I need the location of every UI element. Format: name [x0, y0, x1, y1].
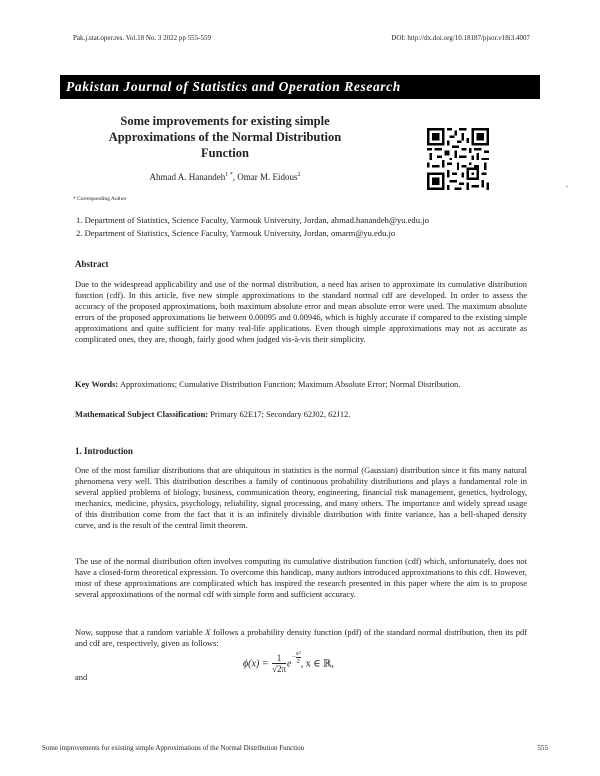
journal-banner: [60, 75, 540, 99]
author-1: Ahmad A. Hanandeh: [149, 172, 226, 182]
introduction-heading: 1. Introduction: [75, 446, 133, 456]
page-mark: .: [566, 180, 568, 189]
abstract-text: Due to the widespread applicability and use of the normal distribution, a need has arisen to approximate its cumulative distribution function (cdf). In this article, five new simple approximations to the standard normal cdf are developed. In order to assess the accuracy of the proposed approximations, both maximum absolute error and mean absolute error were used. The maximum absolute errors of the proposed approximations lie between 0.00095 and 0.00946, which is highly accurate if compared to the existing simple approximations and quite sufficient for many real-life applications. Even though simple approximations may not as accurate as complicated ones, they are, though, fairly good when judged vis-à-vis their simplicity.: [75, 279, 527, 345]
msc-text: Primary 62E17; Secondary 62J02, 62J12.: [208, 409, 351, 419]
author-2-affiliation: 2: [297, 172, 301, 178]
formula-exponent: − x² 2: [291, 650, 301, 665]
keywords-text: Approximations; Cumulative Distribution Function; Maximum Absolute Error; Normal Distribution.: [118, 379, 461, 389]
subject-classification: [75, 409, 527, 420]
affiliation-1: 1. Department of Statistics, Science Faculty, Yarmouk University, Jordan, ahmad.hanandeh@yu.edu.jo: [76, 215, 429, 225]
author-separator: ,: [232, 172, 238, 182]
intro-paragraph-1: One of the most familiar distributions that are ubiquitous in statistics is the normal (Gaussian) distribution since it fits many natural phenomena very well. This distribution describes a family of continuous probability distributions and plays a fundamental role in several applied problems of biology, business, communication theory, engineering, financial risk management, genetics, hydrology, mechanics, medicine, physics, psychology, reliability, signal processing, and many others. The importance and widely spread usage of this distribution come from the fact that it is an infinitely divisible distribution with finite variance, has a bell-shaped density curve, and is the result of the central limit theorem.: [75, 465, 527, 531]
keywords-label: Key Words:: [75, 379, 119, 389]
formula-lhs: ϕ(x) =: [243, 658, 269, 670]
page-number: 555: [537, 744, 548, 752]
formula-denominator: √2π: [272, 664, 287, 675]
and-text: and: [75, 672, 88, 682]
formula-condition: , x ∈ ℝ,: [300, 658, 334, 670]
paper-title: Some improvements for existing simple Approximations of the Normal Distribution Function: [108, 114, 342, 160]
journal-citation: Pak.j.stat.oper.res. Vol.18 No. 3 2022 pp 555-559: [73, 34, 211, 42]
footer-title: Some improvements for existing simple Approximations of the Normal Distribution Function: [42, 744, 305, 752]
author-2: Omar M. Eidous: [237, 172, 298, 182]
abstract-heading: Abstract: [75, 259, 109, 269]
intro-paragraph-3: Now, suppose that a random variable X follows a probability density function (pdf) of the standard normal distribution, then its pdf and cdf are, respectively, given as follows:: [75, 627, 528, 649]
formula-exp-base: e: [287, 658, 292, 670]
formula-numerator: 1: [272, 653, 286, 664]
msc-label: Mathematical Subject Classification:: [75, 409, 209, 419]
affiliation-2: 2. Department of Statistics, Science Faculty, Yarmouk University, Jordan, omarm@yu.edu.jo: [76, 228, 396, 238]
intro-paragraph-2: The use of the normal distribution often involves computing its cumulative distribution function (cdf) which, unfortunately, does not have a closed-form theoretical expression. To overcome this handicap, many authors introduced approximations to this cdf. However, most of these approximations are complicated which has inspired the research presented in this paper where the aim is to propose several approximations of the normal cdf with simple form and sufficient accuracy.: [75, 556, 527, 600]
corresponding-author-note: * Corresponding Author: [73, 196, 127, 202]
qr-code-icon: [427, 128, 489, 190]
keywords: [75, 379, 527, 390]
journal-name: Pakistan Journal of Statistics and Operation Research: [66, 79, 401, 94]
variable-x: X: [205, 627, 211, 637]
author-1-affiliation: 1 *: [225, 172, 233, 178]
authors: [95, 172, 355, 182]
doi-link[interactable]: DOI: http://dx.doi.org/10.18187/pjsor.v18i3.4007: [391, 34, 530, 42]
